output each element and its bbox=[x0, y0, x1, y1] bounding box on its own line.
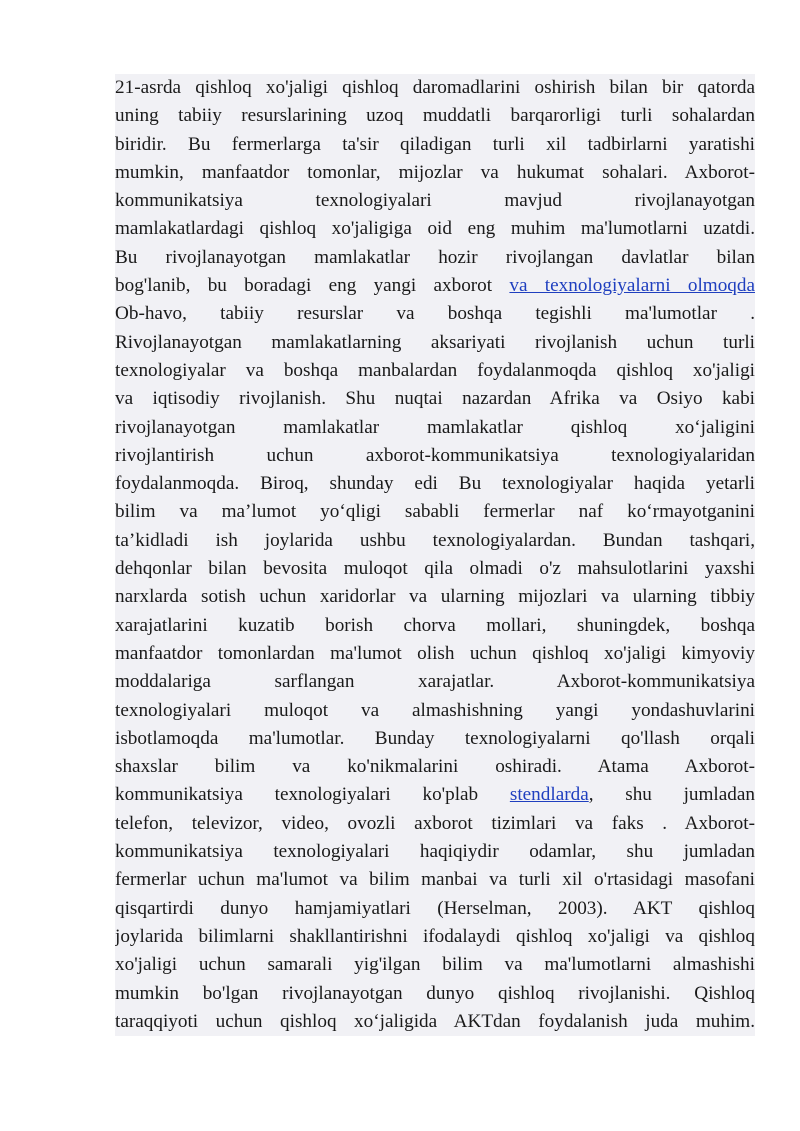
text-line: Ob-havo, tabiiy resurslar va boshqa tegishli ma'lumotlar . bbox=[115, 300, 755, 328]
text-line: shaxslar bilim va ko'nikmalarini oshiradi. Atama Axborot- bbox=[115, 753, 755, 781]
text-line: kommunikatsiya texnologiyalari haqiqiydir odamlar, shu jumladan bbox=[115, 838, 755, 866]
text-line: ta’kidladi ish joylarida ushbu texnologiyalardan. Bundan tashqari, bbox=[115, 527, 755, 555]
text-line: bilim va ma’lumot yo‘qligi sababli fermerlar naf ko‘rmayotganini bbox=[115, 498, 755, 526]
text-line: qisqartirdi dunyo hamjamiyatlari (Herselman, 2003). AKT qishloq bbox=[115, 895, 755, 923]
text-line: rivojlanayotgan mamlakatlar mamlakatlar qishloq xo‘jaligini bbox=[115, 414, 755, 442]
text-line: foydalanmoqda. Biroq, shunday edi Bu texnologiyalar haqida yetarli bbox=[115, 470, 755, 498]
text-line bbox=[115, 272, 755, 300]
text-line: fermerlar uchun ma'lumot va bilim manbai va turli xil o'rtasidagi masofani bbox=[115, 866, 755, 894]
body-paragraph bbox=[115, 74, 755, 1036]
text-line: isbotlamoqda ma'lumotlar. Bunday texnologiyalarni qo'llash orqali bbox=[115, 725, 755, 753]
text-line: xo'jaligi uchun samarali yig'ilgan bilim va ma'lumotlarni almashishi bbox=[115, 951, 755, 979]
text-line: biridir. Bu fermerlarga ta'sir qiladigan turli xil tadbirlarni yaratishi bbox=[115, 131, 755, 159]
text-line: va iqtisodiy rivojlanish. Shu nuqtai nazardan Afrika va Osiyo kabi bbox=[115, 385, 755, 413]
text-line: texnologiyalar va boshqa manbalardan foydalanmoqda qishloq xo'jaligi bbox=[115, 357, 755, 385]
text-line: Rivojlanayotgan mamlakatlarning aksariyati rivojlanish uchun turli bbox=[115, 329, 755, 357]
text-line: telefon, televizor, video, ovozli axborot tizimlari va faks . Axborot- bbox=[115, 810, 755, 838]
text-segment: , shu jumladan bbox=[588, 784, 755, 806]
text-line: mumkin bo'lgan rivojlanayotgan dunyo qishloq rivojlanishi. Qishloq bbox=[115, 980, 755, 1008]
text-line: joylarida bilimlarni shakllantirishni ifodalaydi qishloq xo'jaligi va qishloq bbox=[115, 923, 755, 951]
text-segment: bog'lanib, bu boradagi eng yangi axborot bbox=[115, 275, 510, 297]
hyperlink[interactable]: va texnologiyalarni olmoqda bbox=[509, 275, 755, 297]
text-line: texnologiyalari muloqot va almashishning yangi yondashuvlarini bbox=[115, 697, 755, 725]
text-line: xarajatlarini kuzatib borish chorva mollari, shuningdek, boshqa bbox=[115, 612, 755, 640]
text-segment: kommunikatsiya texnologiyalari ko'plab bbox=[115, 784, 510, 806]
text-line: uning tabiiy resurslarining uzoq muddatli barqarorligi turli sohalardan bbox=[115, 102, 755, 130]
text-line: rivojlantirish uchun axborot-kommunikatsiya texnologiyalaridan bbox=[115, 442, 755, 470]
text-line: kommunikatsiya texnologiyalari mavjud rivojlanayotgan bbox=[115, 187, 755, 215]
hyperlink[interactable]: stendlarda bbox=[509, 784, 589, 806]
text-line: narxlarda sotish uchun xaridorlar va ularning mijozlari va ularning tibbiy bbox=[115, 583, 755, 611]
text-line: manfaatdor tomonlardan ma'lumot olish uchun qishloq xo'jaligi kimyoviy bbox=[115, 640, 755, 668]
text-line: Bu rivojlanayotgan mamlakatlar hozir rivojlangan davlatlar bilan bbox=[115, 244, 755, 272]
text-line: dehqonlar bilan bevosita muloqot qila olmadi o'z mahsulotlarini yaxshi bbox=[115, 555, 755, 583]
text-line: moddalariga sarflangan xarajatlar. Axborot-kommunikatsiya bbox=[115, 668, 755, 696]
text-line: mamlakatlardagi qishloq xo'jaligiga oid eng muhim ma'lumotlarni uzatdi. bbox=[115, 215, 755, 243]
text-line: mumkin, manfaatdor tomonlar, mijozlar va hukumat sohalari. Axborot- bbox=[115, 159, 755, 187]
text-line: taraqqiyoti uchun qishloq xo‘jaligida AKTdan foydalanish juda muhim. bbox=[115, 1008, 755, 1036]
text-line: 21-asrda qishloq xo'jaligi qishloq daromadlarini oshirish bilan bir qatorda bbox=[115, 74, 755, 102]
text-line bbox=[115, 781, 755, 809]
